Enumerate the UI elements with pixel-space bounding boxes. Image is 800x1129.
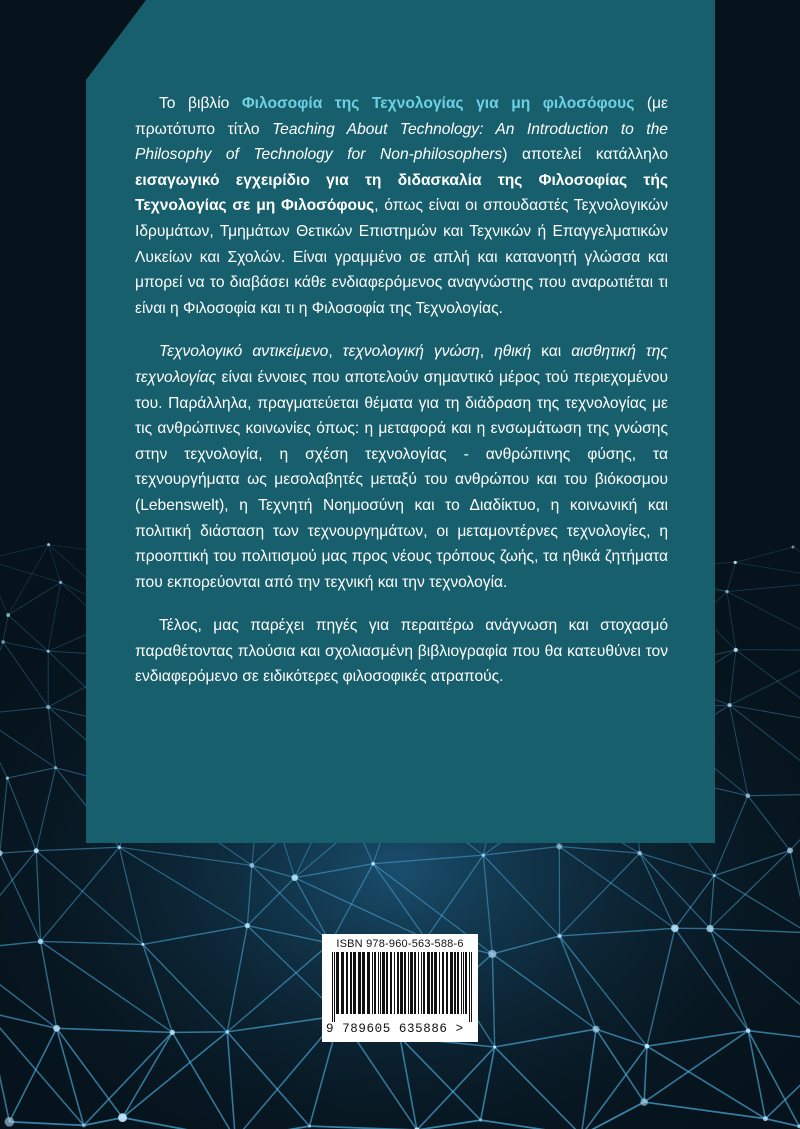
barcode-bar — [380, 952, 381, 1014]
network-node — [713, 874, 716, 877]
topics-text: , — [328, 343, 343, 361]
intro-text: ) αποτελεί κατάλληλο — [502, 146, 668, 164]
network-node — [47, 543, 50, 546]
italic-term: αισθητική της τεχνολογίας — [135, 343, 668, 386]
network-node — [82, 1123, 86, 1127]
topics-text: , — [479, 343, 495, 361]
barcode-bar — [378, 952, 379, 1014]
bold-statement: εισαγωγικό εγχειρίδιο για τη διδασκαλία της Φιλοσοφίας τής Τεχνολογίας σε μη Φιλοσόφους — [135, 171, 668, 215]
barcode-bar — [418, 952, 419, 1014]
network-node — [746, 1028, 751, 1033]
barcode-bar — [414, 952, 416, 1014]
network-node — [671, 925, 679, 933]
network-node — [291, 874, 298, 881]
network-node — [734, 561, 737, 564]
barcode-bar — [465, 952, 467, 1014]
italic-term: ηθική — [494, 343, 532, 361]
barcode-bar — [461, 952, 462, 1014]
paragraph-topics — [135, 339, 668, 595]
barcode-bar — [404, 952, 406, 1014]
barcode-bar — [434, 952, 437, 1014]
original-title: Teaching About Technology: An Introduction to the Philosophy of Technology for Non-philosophers — [135, 120, 668, 164]
network-node — [54, 766, 57, 769]
network-node — [34, 848, 39, 853]
network-node — [728, 703, 732, 707]
network-node — [53, 1025, 60, 1032]
network-node — [787, 848, 793, 854]
ean-digits: 9 789605 635886 > — [326, 1022, 464, 1036]
barcode-bar — [362, 952, 365, 1014]
barcode-bar — [341, 952, 344, 1014]
paragraph-closing: Τέλος, μας παρέχει πηγές για περαιτέρω ανάγνωση και στοχασμό παραθέτοντας πλούσια και σχολιασμένη βιβλιογραφία που θα κατευθύνει τον ενδιαφερόμενο σε ειδικότερες φιλοσοφικές ατραπούς. — [135, 617, 668, 686]
network-node — [645, 1044, 650, 1049]
barcode-bar — [471, 952, 472, 1022]
barcode-bar — [386, 952, 388, 1014]
italic-term: Τεχνολογικό αντικείμενο — [159, 343, 329, 361]
barcode-bar — [382, 952, 385, 1014]
barcode-bar — [353, 952, 356, 1014]
network-node — [38, 939, 43, 944]
network-node — [557, 934, 562, 939]
network-node — [706, 925, 713, 932]
network-node — [556, 844, 562, 850]
network-node — [482, 853, 485, 856]
network-node — [308, 1124, 311, 1127]
barcode-bar — [334, 952, 335, 1022]
network-node — [725, 590, 728, 593]
network-node — [118, 1113, 127, 1122]
barcode-bar — [332, 952, 333, 1022]
barcode-bar — [421, 952, 422, 1014]
network-node — [371, 862, 375, 866]
barcode-bar — [423, 952, 425, 1014]
barcode-bar — [374, 952, 376, 1014]
barcode-bar — [469, 952, 470, 1022]
barcode-bar — [463, 952, 464, 1014]
network-node — [734, 648, 738, 652]
barcode-bar — [410, 952, 413, 1014]
network-node — [637, 851, 642, 856]
barcode-bar — [400, 952, 403, 1014]
barcode-bar — [397, 952, 399, 1014]
barcode-bar — [450, 952, 453, 1014]
back-cover-text — [135, 91, 668, 708]
network-node — [170, 1030, 175, 1035]
network-node — [47, 650, 50, 653]
network-node — [493, 1046, 496, 1049]
topics-text: και — [531, 343, 572, 361]
italic-term: τεχνολογική γνώση — [342, 343, 480, 361]
network-node — [141, 943, 144, 946]
network-node — [488, 950, 496, 958]
barcode-bar — [372, 952, 373, 1014]
network-node — [746, 793, 751, 798]
book-title: Φιλοσοφία της Τεχνολογίας για μη φιλοσόφους — [241, 95, 635, 112]
network-node — [46, 705, 50, 709]
barcode-bar — [431, 952, 433, 1014]
barcode-bar — [394, 952, 395, 1014]
network-node — [5, 1117, 15, 1127]
barcode-bar — [457, 952, 459, 1014]
network-node — [249, 863, 254, 868]
barcode-bar — [446, 952, 448, 1014]
intro-text: (με πρωτότυπο τίτλο — [135, 95, 668, 138]
network-node — [6, 776, 9, 779]
network-node — [6, 613, 10, 617]
network-node — [1, 640, 5, 644]
isbn-label: ISBN 978-960-563-588-6 — [336, 938, 464, 950]
barcode-bar — [367, 952, 370, 1014]
network-node — [479, 1118, 482, 1121]
network-node — [593, 1026, 600, 1033]
network-node — [118, 846, 121, 849]
barcode-bar — [427, 952, 430, 1014]
barcode-bar — [439, 952, 440, 1014]
barcode-bar — [442, 952, 444, 1014]
network-node — [640, 1098, 648, 1106]
network-node — [792, 546, 795, 549]
barcode-bar — [346, 952, 348, 1014]
network-node — [245, 923, 250, 928]
topics-text: είναι έννοιες που αποτελούν σημαντικό μέρος τού περιεχομένου του. Παράλληλα, πραγματεύεται θέματα για τη διάδραση της τεχνολογίας με τις ανθρώπινες κοινωνίες όπως: η μεταφορά και η ενσωμάτωση της γνώσης στην τεχνολογία, η σχέση τεχνολογίας - ανθρώπινης φύσης, τα τεχνουργήματα ως μεσολαβητές μεταξύ του ανθρώπου και του βιόκοσμου (Lebenswelt), η Τεχνητή Νοημοσύνη και το Διαδίκτυο, η κοινωνική και πολιτική διάσταση των τεχνουργημάτων, οι μεταμοντέρνες τεχνολογίες, η προοπτική του πολιτισμού μας προς νέους τρόπους ζωής, τα ηθικά ζητήματα που εκπορεύονται από την τεχνική και την τεχνολογία. — [135, 368, 668, 591]
network-node — [225, 1030, 229, 1034]
intro-text: , όπως είναι οι σπουδαστές Τεχνολογικών Ιδρυμάτων, Τμημάτων Θετικών Επιστημών και Τεχνικών ή Επαγγελματικών Λυκείων και Σχολών. Είναι γραμμένο σε απλή και κατανοητή γλώσσα και μπορεί να το διαβάσει κάθε ενδιαφερόμενος αναγνώστης που αναρωτιέται τι είναι η Φιλοσοφία και τι η Φιλοσοφία της Τεχνολογίας. — [135, 197, 668, 317]
paragraph-intro — [135, 91, 668, 321]
network-node — [763, 1116, 768, 1121]
network-node — [59, 581, 62, 584]
intro-text: Το βιβλίο — [159, 95, 242, 112]
barcode — [322, 934, 478, 1042]
barcode-bar — [408, 952, 409, 1014]
barcode-bar — [454, 952, 456, 1014]
barcode-bar — [336, 952, 339, 1014]
barcode-bar — [350, 952, 352, 1014]
barcode-bar — [358, 952, 361, 1014]
barcode-bars — [332, 952, 472, 1022]
barcode-bar — [390, 952, 392, 1014]
